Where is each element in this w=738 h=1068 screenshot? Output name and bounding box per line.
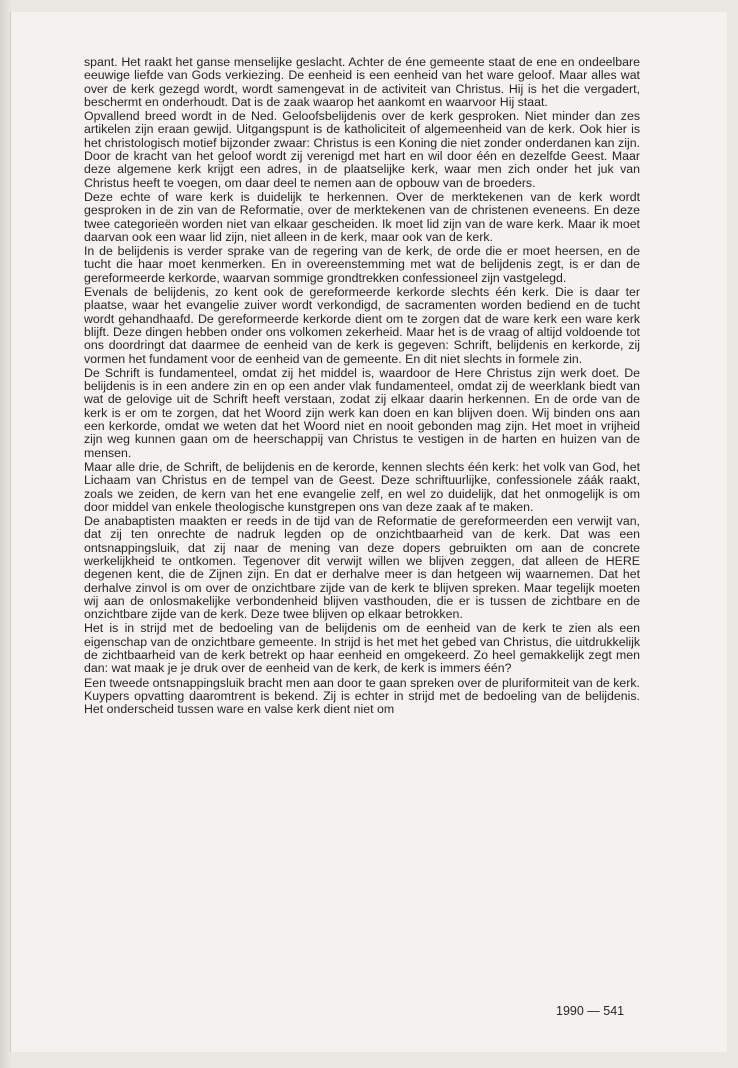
paragraph: spant. Het raakt het ganse menselijke geslacht. Achter de éne gemeente staat de ene en ondeelbare eeuwige liefde van Gods verkiezing. De eenheid is een eenheid van het ware geloof. Maar alles wat over de kerk gezegd wordt, wordt samengevat in de activiteit van Christus. Hij is het die vergadert, beschermt en onderhoudt. Dat is de zaak waarop het aankomt en waarvoor Hij staat. — [84, 55, 640, 109]
paragraph: Deze echte of ware kerk is duidelijk te herkennen. Over de merktekenen van de kerk wordt gesproken in de zin van de Reformatie, over de merktekenen van de christenen eveneens. En deze twee categorieën worden niet van elkaar gescheiden. Ik moet lid zijn van de ware kerk. Maar ik moet daarvan ook een waar lid zijn, niet alleen in de kerk, maar ook van de kerk. — [84, 189, 640, 244]
page-number: 1990 — 541 — [556, 1004, 625, 1018]
paragraph: Maar alle drie, de Schrift, de belijdenis en de kerorde, kennen slechts één kerk: het volk van God, het Lichaam van Christus en de tempel van de Geest. Deze schriftuurlijke, confessionele záák raakt, zoals we zeiden, de kern van het ene evangelie zelf, en wel zo duidelijk, dat het onmogelijk is om door middel van enkele theologische kunstgrepen ons van deze zaak af te maken. — [84, 459, 640, 514]
paragraph: Opvallend breed wordt in de Ned. Geloofsbelijdenis over de kerk gesproken. Niet minder dan zes artikelen zijn eraan gewijd. Uitgangspunt is de katholiciteit of algemeenheid van de kerk. Ook hier is het christologisch motief bijzonder zwaar: Christus is een Koning die niet zonder onderdanen kan zijn. Door de kracht van het geloof wordt zij verenigd met hart en wil door één en dezelfde Geest. Maar deze algemene kerk krijgt een adres, in de plaatselijke kerk, waar men zich onder het juk van Christus heeft te voegen, om daar deel te nemen aan de opbouw van de broeders. — [84, 109, 640, 190]
paragraph: Evenals de belijdenis, zo kent ook de gereformeerde kerkorde slechts één kerk. Die is daar ter plaatse, waar het evangelie zuiver wordt verkondigd, de sacramenten worden bediend en de tucht wordt gehandhaafd. De gereformeerde kerkorde dient om te zorgen dat de ware kerk een ware kerk blijft. Deze dingen hebben onder ons volkomen zekerheid. Maar het is de vraag of altijd voldoende tot ons doordringt dat daarmee de eenheid van de kerk is gegeven: Schrift, belijdenis en kerkorde, zij vormen het fundament voor de eenheid van de gemeente. En dit niet slechts in formele zin. — [84, 285, 640, 366]
paragraph: In de belijdenis is verder sprake van de regering van de kerk, de orde die er moet heersen, en de tucht die haar moet kenmerken. En in overeenstemming met wat de belijdenis zegt, is er dan de gereformeerde kerkorde, waarvan sommige grondtrekken confessioneel zijn vastgelegd. — [84, 244, 640, 285]
body-text — [84, 56, 640, 717]
paragraph: De Schrift is fundamenteel, omdat zij het middel is, waardoor de Here Christus zijn werk doet. De belijdenis is in een andere zin en op een ander vlak fundamenteel, omdat zij de weerklank biedt van wat de gelovige uit de Schrift heeft verstaan, zodat zij elkaar daarin herkennen. En de orde van de kerk is er om te zorgen, dat het Woord zijn werk kan doen en kan blijven doen. Wij binden ons aan een kerkorde, omdat we weten dat het Woord niet en nooit gebonden mag zijn. Het moet in vrijheid zijn weg kunnen gaan om de heerschappij van Christus te vestigen in de harten en huizen van de mensen. — [84, 365, 640, 460]
paragraph: Het is in strijd met de bedoeling van de belijdenis om de eenheid van de kerk te zien als een eigenschap van de onzichtbare gemeente. In strijd is het met het gebed van Christus, die uitdrukkelijk de zichtbaarheid van de kerk betrekt op haar eenheid en omgekeerd. Zo heel gemakkelijk zegt men dan: wat maak je je druk over de eenheid van de kerk, de kerk is immers één? — [84, 621, 640, 676]
paragraph: Een tweede ontsnappingsluik bracht men aan door te gaan spreken over de pluriformiteit van de kerk. Kuypers opvatting daaromtrent is bekend. Zij is echter in strijd met de bedoeling van de belijdenis. Het onderscheid tussen ware en valse kerk dient niet om — [84, 675, 640, 717]
paragraph: De anabaptisten maakten er reeds in de tijd van de Reformatie de gereformeerden een verwijt van, dat zij ten onrechte de nadruk legden op de onzichtbaarheid van de kerk. Dat was een ontsnappingsluik, dat zij naar de mening van deze dopers gebruikten om aan de concrete werkelijkheid te ontkomen. Tegenover dit verwijt willen we blijven zeggen, dat alleen de HERE degenen kent, die de Zijnen zijn. En dat er derhalve meer is dan hetgeen wij waarnemen. Dat het derhalve zinvol is om over de onzichtbare zijde van de kerk te blijven spreken. Maar tegelijk moeten wij aan de onlosmakelijke verbondenheid blijven vasthouden, die er is tussen de zichtbare en de onzichtbare zijde van de kerk. Deze twee blijven op elkaar betrokken. — [84, 514, 640, 622]
